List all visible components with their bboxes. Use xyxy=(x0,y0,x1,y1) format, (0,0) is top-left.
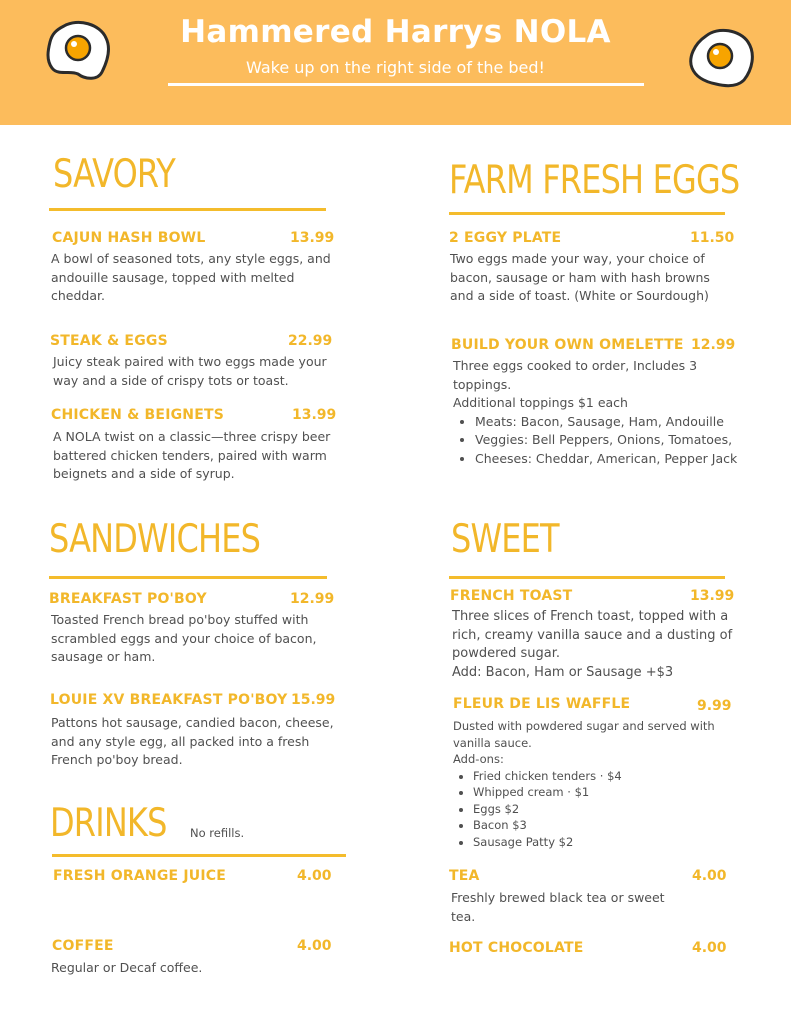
menu-item-description: A NOLA twist on a classic—three crispy beer battered chicken tenders, paired with warm beignets and a side of syrup. xyxy=(53,429,331,481)
menu-item-name: HOT CHOCOLATE xyxy=(449,940,584,956)
addons-label: Add-ons: xyxy=(453,752,504,766)
menu-item-price: 4.00 xyxy=(297,868,332,884)
section-divider xyxy=(52,854,346,857)
section-divider xyxy=(449,576,725,579)
menu-item-name: STEAK & EGGS xyxy=(50,333,168,349)
list-item: • Fried chicken tenders · $4 xyxy=(473,768,718,785)
menu-item-description: Pattons hot sausage, candied bacon, cheese, and any style egg, all packed into a fresh French po'boy bread. xyxy=(51,715,334,767)
restaurant-name: Hammered Harrys NOLA xyxy=(180,14,611,50)
list-item: • Sausage Patty $2 xyxy=(473,834,718,851)
menu-item-description-block xyxy=(453,718,718,850)
header-divider xyxy=(168,83,644,86)
menu-item-description: A bowl of seasoned tots, any style eggs, and andouille sausage, topped with melted cheddar. xyxy=(51,251,331,303)
menu-item-name: TEA xyxy=(449,868,480,884)
menu-item-name: COFFEE xyxy=(52,938,114,954)
menu-item-description-block xyxy=(453,357,743,468)
addons-list xyxy=(453,768,718,851)
menu-item-price: 12.99 xyxy=(691,337,736,353)
menu-item-name: CHICKEN & BEIGNETS xyxy=(51,407,225,423)
menu-item-name: FRENCH TOAST xyxy=(450,588,573,604)
menu-item-description: Freshly brewed black tea or sweet tea. xyxy=(451,890,665,924)
menu-item-name: BREAKFAST PO'BOY xyxy=(49,591,207,607)
menu-item-price: 9.99 xyxy=(697,698,732,714)
list-item: • Bacon $3 xyxy=(473,817,718,834)
menu-item-name: FRESH ORANGE JUICE xyxy=(53,868,226,884)
menu-item-price: 11.50 xyxy=(690,230,735,246)
section-title-savory: SAVORY xyxy=(53,152,176,197)
list-item: • Meats: Bacon, Sausage, Ham, Andouille xyxy=(475,413,743,432)
menu-item-description-block xyxy=(452,608,737,682)
menu-item-extra: Additional toppings $1 each xyxy=(453,395,628,410)
menu-item-extra: Add: Bacon, Ham or Sausage +$3 xyxy=(452,664,674,680)
drinks-note: No refills. xyxy=(190,826,245,840)
section-divider xyxy=(49,576,327,579)
menu-item-description: Juicy steak paired with two eggs made your way and a side of crispy tots or toast. xyxy=(53,354,327,388)
tagline: Wake up on the right side of the bed! xyxy=(246,58,545,77)
section-divider xyxy=(49,208,326,211)
menu-item-description: Two eggs made your way, your choice of bacon, sausage or ham with hash browns and a side of toast. (White or Sourdough) xyxy=(450,251,710,303)
menu-item-price: 22.99 xyxy=(288,333,333,349)
menu-item-name: LOUIE XV BREAKFAST PO'BOY xyxy=(50,692,288,708)
list-item: • Eggs $2 xyxy=(473,801,718,818)
list-item: • Whipped cream · $1 xyxy=(473,784,718,801)
menu-item-price: 13.99 xyxy=(292,407,337,423)
list-item: • Veggies: Bell Peppers, Onions, Tomatoes, xyxy=(475,431,743,450)
menu-item-name: BUILD YOUR OWN OMELETTE xyxy=(451,337,684,353)
section-title-sweet: SWEET xyxy=(451,517,559,562)
menu-item-price: 12.99 xyxy=(290,591,335,607)
menu-item-price: 4.00 xyxy=(692,868,727,884)
section-divider xyxy=(449,212,725,215)
section-title-drinks: DRINKS xyxy=(50,801,167,846)
menu-item-name: FLEUR DE LIS WAFFLE xyxy=(453,696,631,712)
section-title-farm-fresh-eggs: FARM FRESH EGGS xyxy=(449,158,740,203)
menu-item-description: Three eggs cooked to order, Includes 3 toppings. xyxy=(453,358,698,392)
menu-item-price: 13.99 xyxy=(690,588,735,604)
menu-item-description: Dusted with powdered sugar and served with vanilla sauce. xyxy=(453,719,715,750)
toppings-list xyxy=(453,413,743,469)
menu-item-price: 4.00 xyxy=(692,940,727,956)
header-banner xyxy=(0,0,791,125)
section-title-sandwiches: SANDWICHES xyxy=(49,517,261,562)
menu-item-price: 15.99 xyxy=(291,692,336,708)
list-item: • Cheeses: Cheddar, American, Pepper Jack xyxy=(475,450,743,469)
menu-item-name: 2 EGGY PLATE xyxy=(449,230,562,246)
menu-item-name: CAJUN HASH BOWL xyxy=(52,230,206,246)
menu-item-price: 4.00 xyxy=(297,938,332,954)
menu-item-description: Toasted French bread po'boy stuffed with scrambled eggs and your choice of bacon, sausage or ham. xyxy=(51,612,317,664)
menu-item-description: Regular or Decaf coffee. xyxy=(51,960,203,975)
menu-item-description: Three slices of French toast, topped with a rich, creamy vanilla sauce and a dusting of powdered sugar. xyxy=(452,609,733,661)
menu-item-price: 13.99 xyxy=(290,230,335,246)
